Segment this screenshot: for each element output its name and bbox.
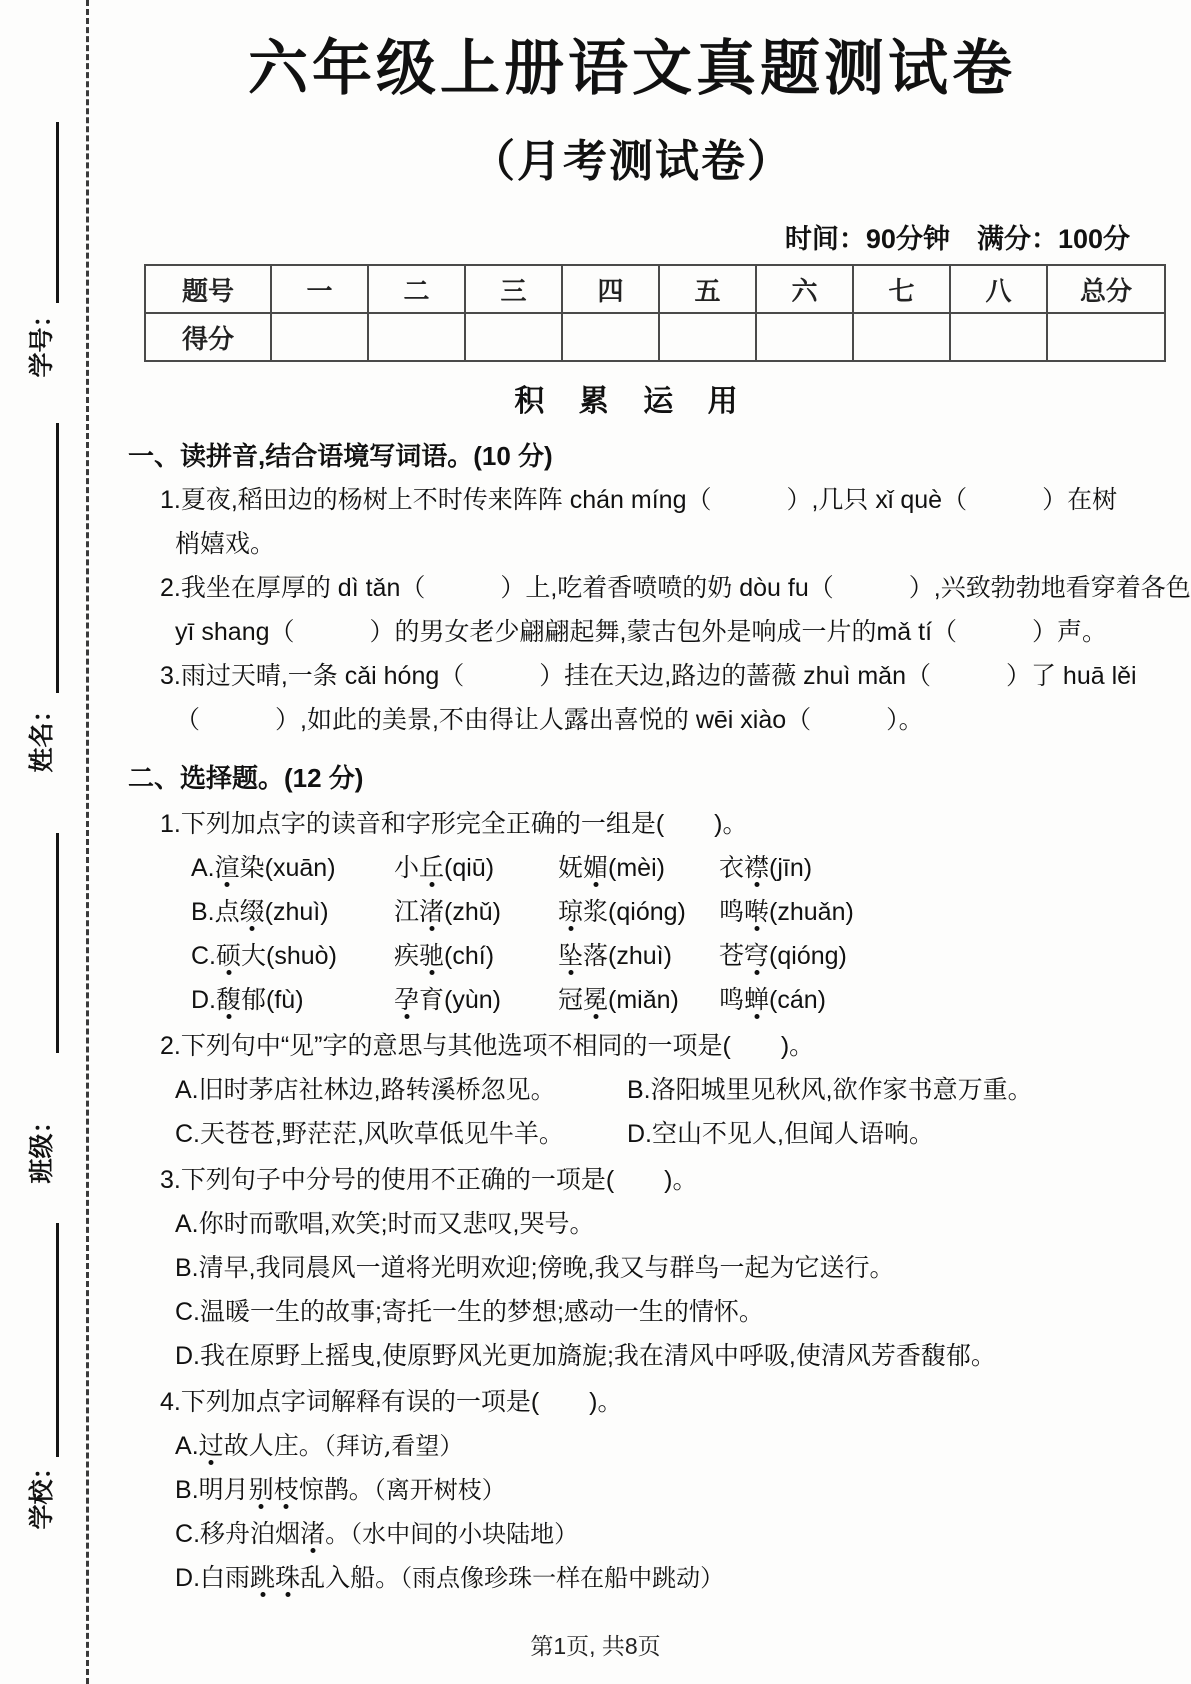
section-multiple-choice xyxy=(128,756,1136,1600)
word-item: 坠落(zhuì) xyxy=(558,942,672,970)
question3-option-A: A.你时而歌唱,欢笑;时而又悲叹,哭号。 xyxy=(175,1210,595,1238)
section1-item-1-line: 梢嬉戏。 xyxy=(175,530,276,558)
pinyin: (zhǔ) xyxy=(444,898,501,926)
page-subtitle: （月考测试卷） xyxy=(471,137,793,186)
footer-page-number: 第1页, 共8页 xyxy=(530,1633,661,1659)
option-letter: A. xyxy=(191,854,215,882)
pinyin: (xuān) xyxy=(264,854,336,882)
score-table-header-cell: 二 xyxy=(368,265,465,313)
question1-option-row-C xyxy=(128,934,1136,978)
question3-option-D: D.我在原野上摇曳,使原野风光更加旖旎;我在清风中呼吸,使清风芳香馥郁。 xyxy=(175,1342,996,1370)
section1-item-2-line: 2.我坐在厚厚的 dì tǎn（ ）上,吃着香喷喷的奶 dòu fu（ ）,兴致勃勃地看穿着各色 xyxy=(160,574,1191,602)
question1-option-row-B xyxy=(128,890,1136,934)
section-banner: 积 累 运 用 xyxy=(514,384,750,419)
pinyin: (miǎn) xyxy=(608,986,679,1014)
content-area xyxy=(128,0,1191,1600)
score-table-header-cell: 八 xyxy=(950,265,1047,313)
word-item: 苍穹(qióng) xyxy=(719,942,847,970)
question2-options xyxy=(128,1068,1136,1156)
score-cell-empty xyxy=(756,313,853,361)
score-table-header-cell: 一 xyxy=(271,265,368,313)
score-table-header-row xyxy=(145,265,1165,313)
question1-option-row-D xyxy=(128,978,1136,1022)
pinyin: (qiū) xyxy=(444,854,495,882)
word-item: 孕育(yùn) xyxy=(394,986,501,1014)
question3-option-C: C.温暖一生的故事;寄托一生的梦想;感动一生的情怀。 xyxy=(175,1298,764,1326)
pinyin: (zhuǎn) xyxy=(769,898,854,926)
word-item: 冠冕(miǎn) xyxy=(558,986,679,1014)
question4-stem: 4.下列加点字词解释有误的一项是( )。 xyxy=(160,1388,623,1416)
score-table-header-cell: 七 xyxy=(853,265,950,313)
question1-stem: 1.下列加点字的读音和字形完全正确的一组是( )。 xyxy=(160,810,748,838)
score-cell-empty xyxy=(950,313,1047,361)
question1-option-row-A xyxy=(128,846,1136,890)
score-table-label-cell: 题号 xyxy=(145,265,271,313)
score-cell-empty xyxy=(1047,313,1165,361)
option-letter: D. xyxy=(191,986,216,1014)
score-cell-empty xyxy=(659,313,756,361)
score-cell-empty xyxy=(853,313,950,361)
word-item: 江渚(zhǔ) xyxy=(394,898,501,926)
option-annotation: （水中间的小块陆地） xyxy=(350,1520,579,1548)
score-table-header-cell: 总分 xyxy=(1047,265,1165,313)
pinyin: (fù) xyxy=(266,986,304,1014)
word-item: A.渲染(xuān) xyxy=(191,854,336,882)
pinyin: (jīn) xyxy=(769,854,813,882)
word-item: 琼浆(qióng) xyxy=(558,898,686,926)
seal-dashed-line xyxy=(86,0,89,1684)
word-item: C.硕大(shuò) xyxy=(191,942,337,970)
pinyin: (zhuì) xyxy=(264,898,329,926)
section-pinyin-writing xyxy=(128,434,1191,742)
word-item: 衣襟(jīn) xyxy=(719,854,813,882)
question4-option-A: A.过故人庄。（拜访,看望） xyxy=(175,1432,464,1460)
pinyin: (zhuì) xyxy=(608,942,672,970)
word-item: D.馥郁(fù) xyxy=(191,986,304,1014)
word-item: 鸣蝉(cán) xyxy=(719,986,826,1014)
option-annotation: （雨点像珍珠一样在船中跳动） xyxy=(400,1564,725,1592)
pinyin: (qióng) xyxy=(608,898,686,926)
score-table-header-cell: 五 xyxy=(659,265,756,313)
sidebar-fill-line xyxy=(56,423,59,693)
word-item: 小丘(qiū) xyxy=(394,854,495,882)
score-table-header-cell: 六 xyxy=(756,265,853,313)
section1-item-2-line: yī shang（ ）的男女老少翩翩起舞,蒙古包外是响成一片的mǎ tí（ ）声。 xyxy=(175,618,1108,646)
pinyin: (cán) xyxy=(769,986,826,1014)
section1-item-3-line: （ ）,如此的美景,不由得让人露出喜悦的 wēi xiào（ ）。 xyxy=(175,706,924,734)
score-cell-empty xyxy=(368,313,465,361)
question2-option-C: C.天苍苍,野茫茫,风吹草低见牛羊。 xyxy=(175,1120,564,1148)
section1-heading: 一、读拼音,结合语境写词语。(10 分) xyxy=(128,441,553,471)
pinyin: (yùn) xyxy=(444,986,501,1014)
score-table xyxy=(144,264,1166,362)
question3-stem: 3.下列句子中分号的使用不正确的一项是( )。 xyxy=(160,1166,698,1194)
question4-option-D: D.白雨跳珠乱入船。（雨点像珍珠一样在船中跳动） xyxy=(175,1564,725,1592)
score-table-label-cell: 得分 xyxy=(145,313,271,361)
section2-heading: 二、选择题。(12 分) xyxy=(128,763,364,793)
page-title: 六年级上册语文真题测试卷 xyxy=(248,35,1016,102)
pinyin: (qióng) xyxy=(769,942,847,970)
score-cell-empty xyxy=(562,313,659,361)
question2-option-D: D.空山不见人,但闻人语响。 xyxy=(627,1120,934,1148)
score-table-header-cell: 三 xyxy=(465,265,562,313)
score-cell-empty xyxy=(271,313,368,361)
question4-option-B: B.明月别枝惊鹊。（离开树枝） xyxy=(175,1476,506,1504)
exam-meta: 时间：90分钟 满分：100分 xyxy=(784,224,1130,254)
word-item: 鸣啭(zhuǎn) xyxy=(719,898,854,926)
option-annotation: （离开树枝） xyxy=(373,1476,506,1504)
exam-page: 学号： 姓名： 班级： 学校： 六年级上册语文真题测试卷 （月考测试卷） 时间：90分钟 满分：100分 题号 一 二 三 四 五 六 七 八 总分 得分 积 累 运 用 一、读拼音,结合语境写词语。(10 分) 1.夏夜,稻田边的杨树上不时传来阵阵 chán míng（ ）,几只 xǐ què（ ）在树 梢嬉戏。 2.我坐在厚厚的 dì tǎn（ ）上,吃着香喷喷的奶 dòu fu（ ）,兴致勃勃地看穿着各色 yī shang（ ）的男女老少翩翩起舞,蒙古包外是响成一片的mǎ tí（ ）声。 3.雨过天晴,一条 cǎi hóng（ ）挂在天边,路边的蔷薇 zhuì mǎn（ ）了 huā lěi （ ）,如此的美景,不由得让人露出喜悦的 wēi xiào（ ）。 二、选择题。(12 分) 1.下列加点字的读音和字形完全正确的一组是( )。 A.渲染(xuān) 小丘(qiū) 妩媚(mèi) 衣襟(jīn) B.点缀(zhuì) 江渚(zhǔ) 琼浆(qióng) 鸣啭(zhuǎn) C.硕大(shuò) 疾驰(chí) 坠落(zhuì) 苍穹(qióng) D.馥郁(fù) 孕育(yùn) 冠冕(miǎn) 鸣蝉(cán) 2.下列句中“见”字的意思与其他选项不相同的一项是( )。 A.旧时茅店社林边,路转溪桥忽见。 B.洛阳城里见秋风,欲作家书意万重。 C.天苍苍,野茫茫,风吹草低见牛羊。 D.空山不见人,但闻人语响。 3.下列句子中分号的使用不正确的一项是( )。 A.你时而歌唱,欢笑;时而又悲叹,哭号。 B.清早,我同晨风一道将光明欢迎;傍晚,我又与群鸟一起为它送行。 C.温暖一生的故事;寄托一生的梦想;感动一生的情怀。 D.我在原野上摇曳,使原野风光更加旖旎;我在清风中呼吸,使清风芳香馥郁。 4.下列加点字词解释有误的一项是( )。 A.过故人庄。（拜访,看望） B.明月别枝惊鹊。（离开树枝） C.移舟泊烟渚。（水中间的小块陆地） D.白雨跳珠乱入船。（雨点像珍珠一样在船中跳动） 第1页, 共8页 xyxy=(0,0,1191,1684)
score-cell-empty xyxy=(465,313,562,361)
score-table-score-row xyxy=(145,313,1165,361)
word-item: 妩媚(mèi) xyxy=(558,854,665,882)
option-annotation: （拜访,看望） xyxy=(323,1432,464,1460)
question2-option-A: A.旧时茅店社林边,路转溪桥忽见。 xyxy=(175,1076,556,1104)
word-item: B.点缀(zhuì) xyxy=(191,898,329,926)
word-item: 疾驰(chí) xyxy=(394,942,495,970)
question2-option-B: B.洛阳城里见秋风,欲作家书意万重。 xyxy=(627,1076,1033,1104)
section1-item-3-line: 3.雨过天晴,一条 cǎi hóng（ ）挂在天边,路边的蔷薇 zhuì mǎn（ ）了 huā lěi xyxy=(160,662,1137,690)
sidebar-fill-line xyxy=(56,122,59,303)
question3-option-B: B.清早,我同晨风一道将光明欢迎;傍晚,我又与群鸟一起为它送行。 xyxy=(175,1254,895,1282)
pinyin: (chí) xyxy=(444,942,495,970)
section1-item-1-line: 1.夏夜,稻田边的杨树上不时传来阵阵 chán míng（ ）,几只 xǐ què（ ）在树 xyxy=(160,486,1118,514)
score-table-header-cell: 四 xyxy=(562,265,659,313)
question2-stem: 2.下列句中“见”字的意思与其他选项不相同的一项是( )。 xyxy=(160,1032,815,1060)
question4-option-C: C.移舟泊烟渚。（水中间的小块陆地） xyxy=(175,1520,579,1548)
pinyin: (mèi) xyxy=(608,854,665,882)
option-letter: B. xyxy=(191,898,215,926)
sidebar-fill-line xyxy=(56,1223,59,1457)
sidebar-fill-line xyxy=(56,833,59,1053)
pinyin: (shuò) xyxy=(266,942,337,970)
option-letter: C. xyxy=(191,942,216,970)
